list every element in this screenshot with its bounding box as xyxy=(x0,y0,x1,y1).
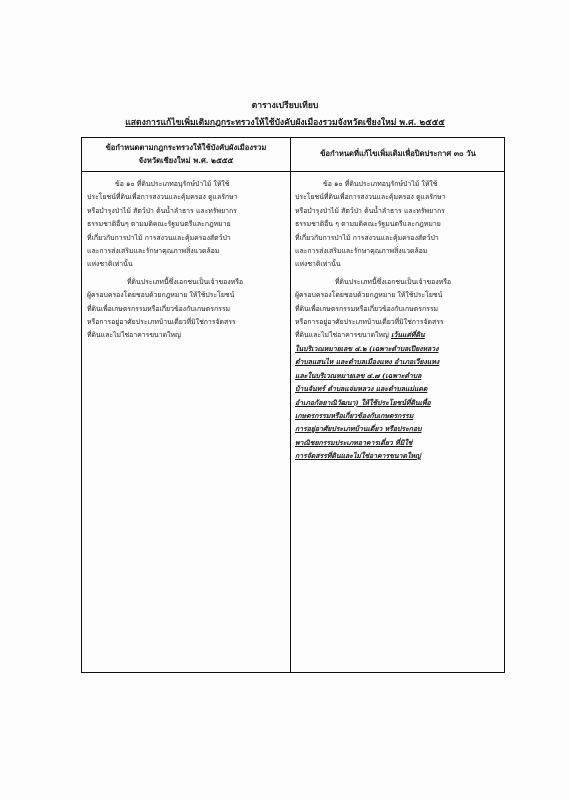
text-line: หรือบำรุงป่าไม้ สัตว์ป่า ต้นน้ำลำธาร และทรัพยากร xyxy=(87,206,237,215)
amended-text-line: ในบริเวณหมายเลข ๔.๒ (เฉพาะตำบลเปียงหลวง xyxy=(295,344,439,353)
text-line: แห่งชาติเท่านั้น xyxy=(87,260,133,269)
mixed-text-line xyxy=(295,329,501,342)
title-block xyxy=(0,100,570,130)
text-line: ที่ดินประเภทนี้ซึ่งเอกชนเป็นเจ้าของหรือ xyxy=(335,277,452,286)
text-line: ที่เกี่ยวกับการป่าไม้ การสงวนและคุ้มครองสัตว์ป่า xyxy=(295,233,439,242)
text-line: หรือการอยู่อาศัยประเภทบ้านเดี่ยวที่มิใช่การจัดสรร xyxy=(295,318,444,327)
right-column-header: ข้อกำหนดที่แก้ไขเพิ่มเติมเพื่อปิดประกาศ ๓๐ วัน xyxy=(320,149,476,158)
amended-text: เว้นแต่ที่ดิน xyxy=(391,331,425,340)
text-line: และการส่งเสริมและรักษาคุณภาพสิ่งแวดล้อม xyxy=(87,247,220,256)
text-line: หรือบำรุงป่าไม้ สัตว์ป่า ต้นน้ำลำธาร และทรัพยากร xyxy=(295,206,445,215)
text-line: ที่ดินเพื่อเกษตรกรรมหรือเกี่ยวข้องกับเกษตรกรรม xyxy=(87,304,231,313)
left-header-line: จังหวัดเชียงใหม่ พ.ศ. ๒๕๕๕ xyxy=(138,156,234,165)
amended-text-line: การจัดสรรที่ดินและไม่ใช่อาคารขนาดใหญ่ xyxy=(295,452,421,461)
text-line: ผู้ครอบครองโดยชอบด้วยกฎหมาย ให้ใช้ประโยชน์ xyxy=(295,291,443,300)
right-column-body xyxy=(295,178,501,464)
document-subtitle: แสดงการแก้ไขเพิ่มเติมกฎกระทรวงให้ใช้บังคับผังเมืองรวมจังหวัดเชียงใหม่ พ.ศ. ๒๕๕๕ xyxy=(125,118,445,128)
text-line: แห่งชาติเท่านั้น xyxy=(295,260,341,269)
text-line: ข้อ ๑๐ ที่ดินประเภทอนุรักษ์ป่าไม้ ให้ใช้ xyxy=(323,180,438,188)
left-column-header xyxy=(84,141,288,167)
text-line: ธรรมชาติอื่น ๆ ตามมติคณะรัฐมนตรีและกฎหมาย xyxy=(295,220,441,229)
amended-text-line: การอยู่อาศัยประเภทบ้านเดี่ยว หรือประกอบ xyxy=(295,425,422,434)
column-divider xyxy=(290,138,291,672)
left-column-body xyxy=(87,178,286,343)
amended-text-line: บ้านจันทร์ ตำบลแจ่มหลวง และตำบลแม่แดด xyxy=(295,385,428,394)
text-line: ประโยชน์ที่ดินเพื่อการสงวนและคุ้มครอง ดูแลรักษา xyxy=(295,193,446,202)
amended-text-line: ตำบลแสนไห และตำบลเมืองแหง อำเภอเวียงแหง xyxy=(295,358,440,367)
amended-text-line: พาณิชยกรรมประเภทอาคารเดี่ยว ที่มิใช่ xyxy=(295,438,413,447)
text-line: ที่ดินประเภทนี้ซึ่งเอกชนเป็นเจ้าของหรือ xyxy=(127,277,244,286)
amended-text-line: เกษตรกรรมหรือเกี่ยวข้องกับเกษตรกรรม xyxy=(295,411,414,420)
amended-text-line: และในบริเวณหมายเลข ๔.๗ (เฉพาะตำบล xyxy=(295,371,422,380)
text-line: ประโยชน์ที่ดินเพื่อการสงวนและคุ้มครอง ดูแลรักษา xyxy=(87,193,238,202)
amended-text-line: อำเภอกัลยาณิวัฒนา) ให้ใช้ประโยชน์ที่ดินเพื่อ xyxy=(295,398,431,407)
text-line: ที่ดินเพื่อเกษตรกรรมหรือเกี่ยวข้องกับเกษตรกรรม xyxy=(295,304,439,313)
header-divider xyxy=(82,171,504,172)
text-line: ธรรมชาติอื่นๆ ตามมติคณะรัฐมนตรีและกฎหมาย xyxy=(87,220,231,229)
document-title: ตารางเปรียบเทียบ xyxy=(251,101,319,111)
comparison-table xyxy=(81,137,505,673)
text-line: หรือการอยู่อาศัยประเภทบ้านเดี่ยวที่มิใช่การจัดสรร xyxy=(87,318,236,327)
text-line: ที่เกี่ยวกับการป่าไม้ การสงวนและคุ้มครองสัตว์ป่า xyxy=(87,233,231,242)
text-line: และการส่งเสริมและรักษาคุณภาพสิ่งแวดล้อม xyxy=(295,247,428,256)
text-line: ข้อ ๑๐ ที่ดินประเภทอนุรักษ์ป่าไม้ ให้ใช้ xyxy=(115,180,230,188)
text-line: ที่ดินและไม่ใช่อาคารขนาดใหญ่ xyxy=(87,331,181,340)
left-header-line: ข้อกำหนดตามกฎกระทรวงให้ใช้บังคับผังเมืองรวม xyxy=(105,143,267,152)
plain-text: ที่ดินและไม่ใช่อาคารขนาดใหญ่ xyxy=(295,331,392,340)
text-line: ผู้ครอบครองโดยชอบด้วยกฎหมาย ให้ใช้ประโยชน์ xyxy=(87,291,235,300)
